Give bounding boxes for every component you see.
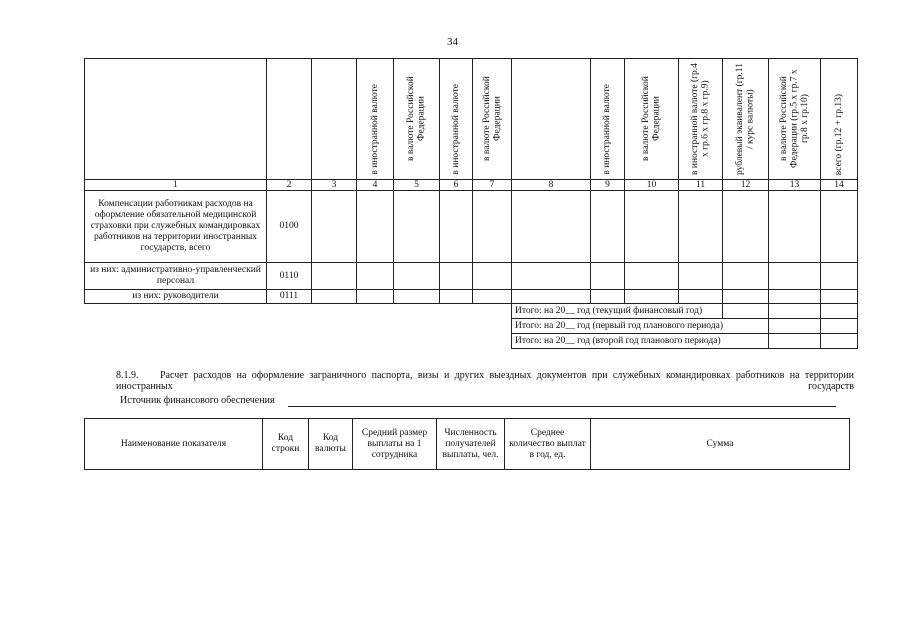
data-cell[interactable] xyxy=(394,290,440,304)
row-name: из них: руководители xyxy=(85,290,267,304)
header-cell: Код строки xyxy=(263,419,309,470)
header-cell: Код валюты xyxy=(309,419,353,470)
header-cell xyxy=(723,59,769,180)
column-number: 9 xyxy=(591,180,625,191)
header-label: рублевый эквивалент (гр.11 / курс валюты) xyxy=(735,63,756,175)
header-label: в иностранной валюте xyxy=(602,84,613,175)
header-cell xyxy=(591,59,625,180)
header-cell xyxy=(394,59,440,180)
header-label: в валюте Российской Федерации xyxy=(481,76,502,162)
header-cell xyxy=(473,59,512,180)
funding-source-field[interactable] xyxy=(288,406,836,407)
data-cell[interactable] xyxy=(625,191,679,263)
data-cell[interactable] xyxy=(821,304,858,319)
data-cell[interactable] xyxy=(723,263,769,290)
section-text: Расчет расходов на оформление заграничного паспорта, визы и других выездных документов при служебных командировках работников на территории иностранных государств xyxy=(116,370,854,392)
data-cell[interactable] xyxy=(679,290,723,304)
header-row xyxy=(85,419,850,470)
data-cell[interactable] xyxy=(625,290,679,304)
data-cell[interactable] xyxy=(394,191,440,263)
data-cell[interactable] xyxy=(769,319,821,334)
passport-expense-table xyxy=(84,418,850,470)
header-label: в иностранной валюте (гр.4 x гр.6 x гр.8 x гр.9) xyxy=(690,63,711,175)
row-code: 0111 xyxy=(267,290,312,304)
header-cell xyxy=(440,59,473,180)
section-description xyxy=(84,370,854,392)
data-cell[interactable] xyxy=(769,191,821,263)
data-cell[interactable] xyxy=(821,334,858,349)
column-number: 2 xyxy=(267,180,312,191)
column-number: 7 xyxy=(473,180,512,191)
total-label: Итого: на 20__ год (первый год планового периода) xyxy=(512,319,769,334)
total-row xyxy=(85,319,858,334)
header-row xyxy=(85,59,858,180)
data-cell[interactable] xyxy=(394,263,440,290)
row-name: Компенсации работникам расходов на оформление обязательной медицинской страховки при служебных командировках работников на территории иностранных государств, всего xyxy=(85,191,267,263)
data-cell[interactable] xyxy=(512,263,591,290)
data-cell[interactable] xyxy=(723,304,769,319)
data-cell[interactable] xyxy=(357,290,394,304)
data-cell[interactable] xyxy=(440,191,473,263)
column-number: 6 xyxy=(440,180,473,191)
total-label: Итого: на 20__ год (второй год планового периода) xyxy=(512,334,769,349)
total-row xyxy=(85,334,858,349)
data-cell[interactable] xyxy=(769,263,821,290)
column-number: 8 xyxy=(512,180,591,191)
data-cell[interactable] xyxy=(821,263,858,290)
column-number: 10 xyxy=(625,180,679,191)
column-number: 13 xyxy=(769,180,821,191)
column-number: 12 xyxy=(723,180,769,191)
header-label: в валюте Российской Федерации xyxy=(641,76,662,162)
header-cell xyxy=(357,59,394,180)
data-cell[interactable] xyxy=(679,263,723,290)
data-cell[interactable] xyxy=(512,191,591,263)
header-cell xyxy=(267,59,312,180)
data-cell[interactable] xyxy=(723,191,769,263)
header-label: в иностранной валюте xyxy=(369,84,380,175)
data-cell[interactable] xyxy=(769,334,821,349)
data-cell[interactable] xyxy=(440,263,473,290)
data-cell[interactable] xyxy=(591,290,625,304)
data-cell[interactable] xyxy=(312,263,357,290)
table-row xyxy=(85,290,858,304)
header-cell xyxy=(769,59,821,180)
column-number: 11 xyxy=(679,180,723,191)
data-cell[interactable] xyxy=(679,191,723,263)
column-number: 3 xyxy=(312,180,357,191)
data-cell[interactable] xyxy=(473,290,512,304)
header-cell xyxy=(85,59,267,180)
data-cell[interactable] xyxy=(591,191,625,263)
row-code: 0100 xyxy=(267,191,312,263)
header-cell xyxy=(821,59,858,180)
data-cell[interactable] xyxy=(821,191,858,263)
header-cell: Наименование показателя xyxy=(85,419,263,470)
data-cell[interactable] xyxy=(769,304,821,319)
data-cell[interactable] xyxy=(473,191,512,263)
data-cell[interactable] xyxy=(357,191,394,263)
total-label: Итого: на 20__ год (текущий финансовый год) xyxy=(512,304,723,319)
header-label: всего (гр.12 + гр.13) xyxy=(833,93,844,175)
data-cell[interactable] xyxy=(723,290,769,304)
header-label: в валюте Российской Федерации xyxy=(406,76,427,162)
data-cell[interactable] xyxy=(591,263,625,290)
header-cell xyxy=(679,59,723,180)
header-label: в иностранной валюте xyxy=(450,84,461,175)
data-cell[interactable] xyxy=(357,263,394,290)
funding-source-label: Источник финансового обеспечения xyxy=(120,395,275,406)
row-name: из них: административно-управленческий персонал xyxy=(85,263,267,290)
header-cell: Численность получателей выплаты, чел. xyxy=(437,419,505,470)
data-cell[interactable] xyxy=(312,191,357,263)
table-row xyxy=(85,263,858,290)
table-row xyxy=(85,191,858,263)
header-cell xyxy=(625,59,679,180)
column-number: 14 xyxy=(821,180,858,191)
row-code: 0110 xyxy=(267,263,312,290)
data-cell[interactable] xyxy=(821,319,858,334)
data-cell[interactable] xyxy=(625,263,679,290)
header-label: в валюте Российской Федерации (гр.5 x гр.7 x гр.8 x гр.10) xyxy=(778,69,810,169)
column-number: 4 xyxy=(357,180,394,191)
expense-table xyxy=(84,58,858,349)
header-cell: Средний размер выплаты на 1 сотрудника xyxy=(353,419,437,470)
header-cell xyxy=(312,59,357,180)
total-row xyxy=(85,304,858,319)
data-cell[interactable] xyxy=(821,290,858,304)
header-cell xyxy=(512,59,591,180)
column-number: 5 xyxy=(394,180,440,191)
data-cell[interactable] xyxy=(769,290,821,304)
section-number: 8.1.9. xyxy=(116,370,139,381)
data-cell[interactable] xyxy=(473,263,512,290)
page-number: 34 xyxy=(447,36,458,48)
header-cell: Среднее количество выплат в год, ед. xyxy=(505,419,591,470)
data-cell[interactable] xyxy=(312,290,357,304)
data-cell[interactable] xyxy=(440,290,473,304)
data-cell[interactable] xyxy=(512,290,591,304)
header-cell: Сумма xyxy=(591,419,850,470)
column-number: 1 xyxy=(85,180,267,191)
column-number-row xyxy=(85,180,858,191)
